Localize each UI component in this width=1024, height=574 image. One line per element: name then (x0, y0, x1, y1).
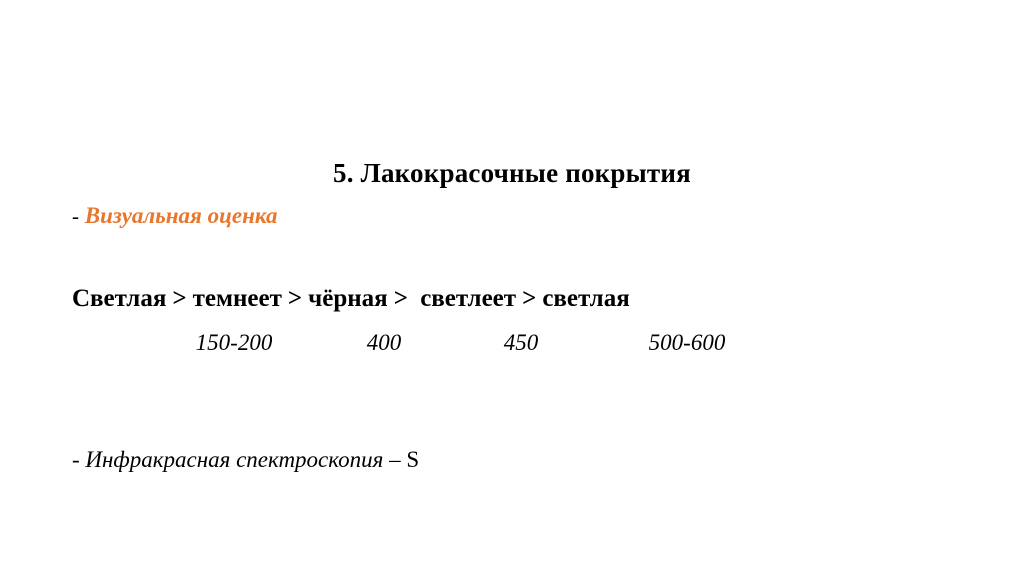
temperature-values-row (72, 330, 952, 356)
subtitle-dash: - (72, 204, 79, 228)
chain-item-5: светлая (542, 285, 630, 312)
chain-item-3: чёрная (308, 285, 388, 312)
subtitle-text: Визуальная оценка (84, 203, 278, 228)
chain-separator-3: > (393, 285, 408, 312)
subtitle-visual-assessment (72, 203, 277, 229)
chain-separator-4: > (522, 285, 537, 312)
chain-item-1: Светлая (72, 285, 167, 312)
footnote-ir-spectroscopy (72, 447, 419, 473)
chain-separator-2: > (287, 285, 303, 312)
temperature-value-2: 400 (366, 330, 402, 355)
temperature-value-1: 150-200 (195, 330, 273, 355)
chain-item-2: темнеет (192, 285, 282, 312)
page-title: 5. Лакокрасочные покрытия (333, 158, 691, 188)
temperature-value-3: 450 (503, 330, 539, 355)
chain-item-4: светлеет (420, 285, 517, 312)
footnote-dash: – (389, 447, 401, 472)
temperature-value-4: 500-600 (648, 330, 726, 355)
color-change-chain (72, 285, 952, 313)
chain-separator-1: > (172, 285, 187, 312)
footnote-symbol: S (406, 447, 420, 472)
footnote-text: - Инфракрасная спектроскопия (72, 447, 384, 472)
